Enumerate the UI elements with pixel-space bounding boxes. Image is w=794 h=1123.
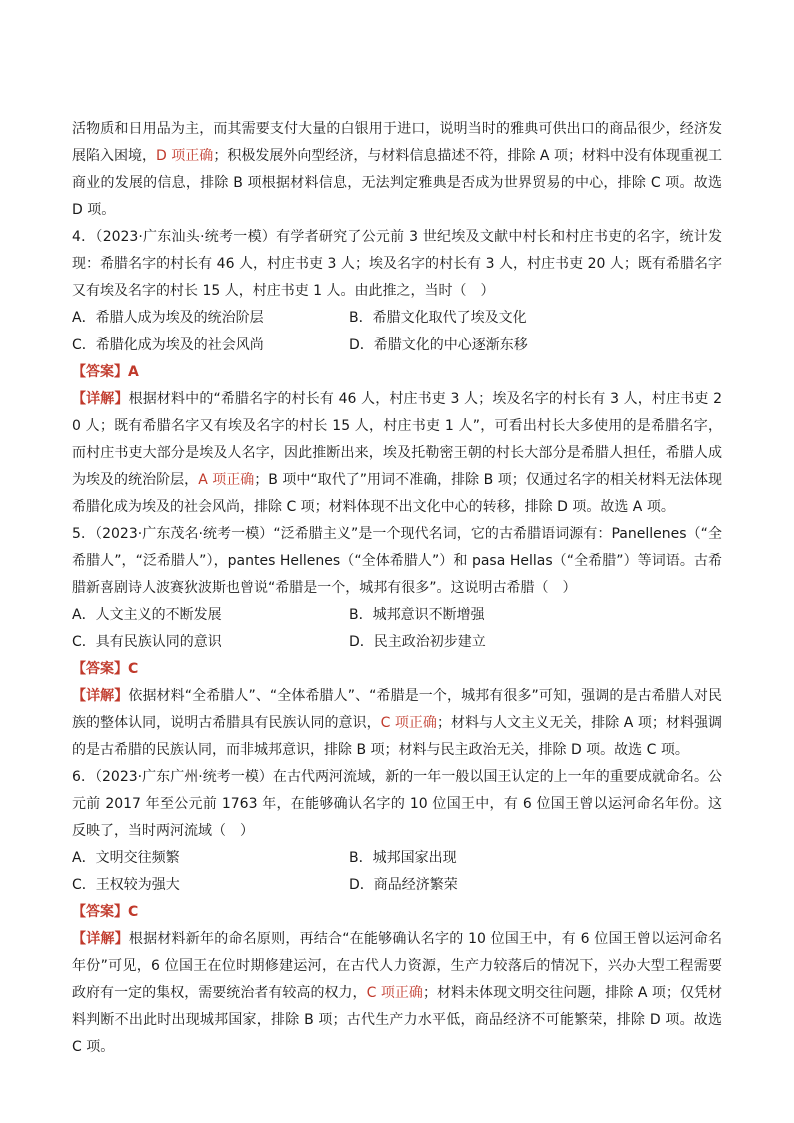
q4-detail: [72, 386, 722, 521]
q6-option-a: A．文明交往频繁: [72, 850, 180, 866]
question-5-stem: 5．（2023·广东茂名·统考一模）“泛希腊主义”是一个现代名词，它的古希腊语词源有：Panellenes（“全希腊人”，“泛希腊人”），pantes Hellenes（“全体希腊人”）和 pasa Hellas（“全希腊”）等词语。古希腊新喜剧诗人波赛狄波斯也曾说“希腊是一个，城邦有很多”。这说明古希腊（ ）: [72, 526, 722, 596]
q3-tail-text-2: ；积极发展外向型经济，与材料信息描述不符，排除 A 项；材料中没有体现重视工商业的发展的信息，排除 B 项根据材料信息，无法判定雅典是否成为世界贸易的中心，排除 C 项。故选 D 项。: [72, 148, 723, 218]
q4-detail-tag: 【详解】: [72, 391, 129, 407]
q6-detail: [72, 926, 722, 1061]
q3-tail-correct: D 项正确: [156, 148, 214, 164]
q3-explanation-tail: [72, 116, 722, 224]
question-6-options: [72, 845, 722, 899]
question-4-stem: 4．（2023·广东汕头·统考一模）有学者研究了公元前 3 世纪埃及文献中村长和村庄书吏的名字，统计发现：希腊名字的村长有 46 人，村庄书吏 3 人；埃及名字的村长有 3 人，村庄书吏 20 人；既有希腊名字又有埃及名字的村长 15 人，村庄书吏 1 人。由此推之，当时（ ）: [72, 229, 722, 299]
q6-detail-3: ；材料未体现文明交往问题，排除 A 项；仅凭材料判断不出此时出现城邦国家，排除 B 项；古代生产力水平低，商品经济不可能繁荣，排除 D 项。故选 C 项。: [72, 985, 722, 1055]
q4-answer: 【答案】A: [72, 364, 139, 380]
q6-option-d: D．商品经济繁荣: [349, 877, 458, 893]
question-5-options: [72, 602, 722, 656]
q5-detail-tag: 【详解】: [72, 688, 129, 704]
q4-detail-1: 根据材料中的“希腊名字的村长有 46 人，村庄书吏 3 人；埃及名字的村长有 3 人，村庄书吏 20 人；既有希腊名字又有埃及名字的村长 15 人，村庄书吏 1 人”，可看出村长大多使用的是希腊名字，而村庄书吏大部分是埃及人名字，因此推断出来，埃及托勒密王朝的村长大部分是希腊人担任，希腊人成为埃及的统治阶层，: [72, 391, 722, 488]
question-4-options: [72, 305, 722, 359]
document-body: [72, 116, 722, 1061]
q5-option-a: A．人文主义的不断发展: [72, 607, 222, 623]
q6-detail-tag: 【详解】: [72, 931, 129, 947]
q5-detail-1: 依据材料“全希腊人”、“全体希腊人”、“希腊是一个，城邦有很多”可知，强调的是古希腊人对民族的整体认同，说明古希腊具有民族认同的意识，: [72, 688, 723, 731]
q6-option-c: C．王权较为强大: [72, 877, 180, 893]
q5-detail: [72, 683, 722, 764]
q4-detail-correct: A 项正确: [198, 472, 255, 488]
q4-option-b: B．希腊文化取代了埃及文化: [349, 310, 527, 326]
q6-detail-correct: C 项正确: [366, 985, 423, 1001]
q5-detail-correct: C 项正确: [380, 715, 437, 731]
q3-tail-text-1: 活物质和日用品为主，而其需要支付大量的白银用于进口，说明当时的雅典可供出口的商品很少，经济发展陷入困境，: [72, 121, 722, 164]
q5-option-d: D．民主政治初步建立: [349, 634, 486, 650]
q5-detail-3: ；材料与人文主义无关，排除 A 项；材料强调的是古希腊的民族认同，而非城邦意识，排除 B 项；材料与民主政治无关，排除 D 项。故选 C 项。: [72, 715, 723, 758]
q4-detail-3: ；B 项中“取代了”用词不准确，排除 B 项；仅通过名字的相关材料无法体现希腊化成为埃及的社会风尚，排除 C 项；材料体现不出文化中心的转移，排除 D 项。故选 A 项。: [72, 472, 722, 515]
q6-answer: 【答案】C: [72, 904, 139, 920]
q4-option-d: D．希腊文化的中心逐渐东移: [349, 337, 528, 353]
q4-option-a: A．希腊人成为埃及的统治阶层: [72, 310, 264, 326]
question-6-stem: 6．（2023·广东广州·统考一模）在古代两河流域，新的一年一般以国王认定的上一年的重要成就命名。公元前 2017 年至公元前 1763 年，在能够确认名字的 10 位国王中，有 6 位国王曾以运河命名年份。这反映了，当时两河流域（ ）: [72, 769, 722, 839]
q4-option-c: C．希腊化成为埃及的社会风尚: [72, 337, 264, 353]
q5-option-c: C．具有民族认同的意识: [72, 634, 222, 650]
q6-option-b: B．城邦国家出现: [349, 850, 457, 866]
q5-answer: 【答案】C: [72, 661, 139, 677]
q6-detail-1: 根据材料新年的命名原则，再结合“在能够确认名字的 10 位国王中，有 6 位国王曾以运河命名年份”可见，6 位国王在位时期修建运河，在古代人力资源，生产力较落后的情况下，兴办大型工程需要政府有一定的集权，需要统治者有较高的权力，: [72, 931, 722, 1001]
q5-option-b: B．城邦意识不断增强: [349, 607, 485, 623]
